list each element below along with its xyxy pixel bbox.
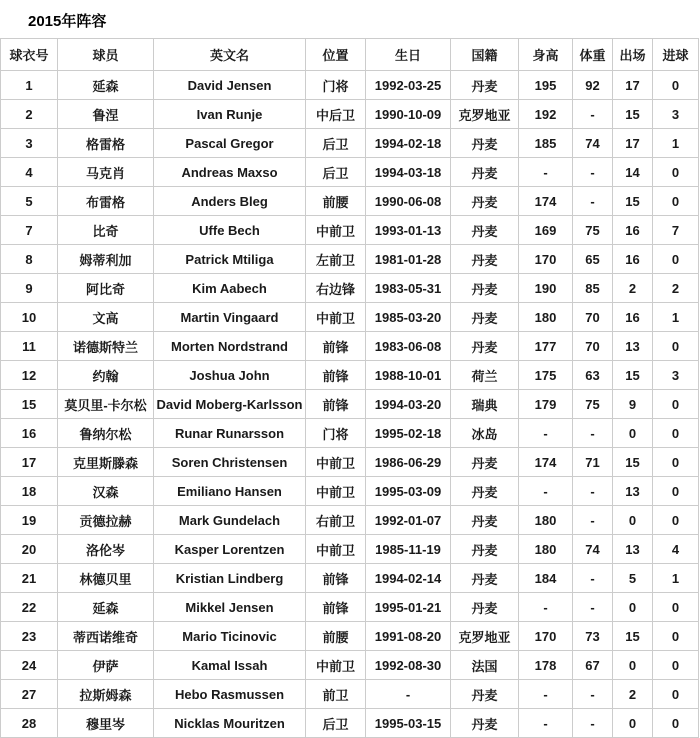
- column-header-position: 位置: [306, 39, 366, 71]
- column-header-number: 球衣号: [1, 39, 58, 71]
- cell-name-cn: 穆里岑: [58, 709, 154, 738]
- table-row: [1, 245, 699, 274]
- cell-appearances: 13: [613, 477, 653, 506]
- cell-appearances: 14: [613, 158, 653, 187]
- table-row: [1, 71, 699, 100]
- cell-weight: -: [573, 564, 613, 593]
- cell-birthday: 1992-08-30: [366, 651, 451, 680]
- cell-name-cn: 鲁涅: [58, 100, 154, 129]
- cell-appearances: 0: [613, 709, 653, 738]
- cell-position: 后卫: [306, 709, 366, 738]
- cell-nationality: 丹麦: [451, 477, 519, 506]
- cell-appearances: 17: [613, 71, 653, 100]
- cell-birthday: 1988-10-01: [366, 361, 451, 390]
- cell-number: 8: [1, 245, 58, 274]
- cell-nationality: 丹麦: [451, 158, 519, 187]
- cell-appearances: 16: [613, 303, 653, 332]
- cell-nationality: 丹麦: [451, 332, 519, 361]
- cell-name-en: Nicklas Mouritzen: [154, 709, 306, 738]
- table-row: [1, 448, 699, 477]
- cell-birthday: 1990-06-08: [366, 187, 451, 216]
- cell-birthday: 1990-10-09: [366, 100, 451, 129]
- cell-name-en: Uffe Bech: [154, 216, 306, 245]
- cell-number: 5: [1, 187, 58, 216]
- table-row: [1, 129, 699, 158]
- cell-number: 23: [1, 622, 58, 651]
- cell-number: 18: [1, 477, 58, 506]
- cell-weight: 65: [573, 245, 613, 274]
- cell-weight: -: [573, 187, 613, 216]
- cell-position: 前卫: [306, 680, 366, 709]
- cell-weight: 75: [573, 216, 613, 245]
- cell-nationality: 丹麦: [451, 245, 519, 274]
- cell-nationality: 瑞典: [451, 390, 519, 419]
- cell-appearances: 15: [613, 361, 653, 390]
- cell-height: 178: [519, 651, 573, 680]
- cell-number: 10: [1, 303, 58, 332]
- cell-nationality: 丹麦: [451, 709, 519, 738]
- cell-position: 中前卫: [306, 216, 366, 245]
- cell-goals: 1: [653, 129, 699, 158]
- cell-birthday: 1994-03-20: [366, 390, 451, 419]
- cell-name-cn: 延森: [58, 71, 154, 100]
- cell-weight: -: [573, 477, 613, 506]
- cell-appearances: 15: [613, 448, 653, 477]
- cell-name-cn: 拉斯姆森: [58, 680, 154, 709]
- cell-nationality: 丹麦: [451, 129, 519, 158]
- cell-weight: 75: [573, 390, 613, 419]
- cell-goals: 0: [653, 187, 699, 216]
- cell-name-cn: 延森: [58, 593, 154, 622]
- cell-name-en: Mikkel Jensen: [154, 593, 306, 622]
- cell-name-cn: 贡德拉赫: [58, 506, 154, 535]
- page-title: 2015年阵容: [28, 13, 107, 30]
- cell-position: 后卫: [306, 129, 366, 158]
- cell-name-cn: 约翰: [58, 361, 154, 390]
- cell-name-cn: 比奇: [58, 216, 154, 245]
- table-row: [1, 303, 699, 332]
- cell-birthday: 1992-03-25: [366, 71, 451, 100]
- table-row: [1, 680, 699, 709]
- cell-appearances: 17: [613, 129, 653, 158]
- cell-appearances: 5: [613, 564, 653, 593]
- cell-birthday: 1995-01-21: [366, 593, 451, 622]
- table-row: [1, 158, 699, 187]
- cell-weight: 71: [573, 448, 613, 477]
- cell-name-en: Joshua John: [154, 361, 306, 390]
- cell-goals: 4: [653, 535, 699, 564]
- cell-position: 中后卫: [306, 100, 366, 129]
- cell-nationality: 丹麦: [451, 564, 519, 593]
- cell-weight: 70: [573, 303, 613, 332]
- cell-goals: 3: [653, 100, 699, 129]
- cell-weight: 74: [573, 129, 613, 158]
- table-row: [1, 332, 699, 361]
- table-row: [1, 506, 699, 535]
- cell-birthday: 1994-03-18: [366, 158, 451, 187]
- cell-goals: 0: [653, 477, 699, 506]
- cell-nationality: 丹麦: [451, 216, 519, 245]
- cell-nationality: 法国: [451, 651, 519, 680]
- cell-number: 19: [1, 506, 58, 535]
- cell-weight: 92: [573, 71, 613, 100]
- cell-name-cn: 诺德斯特兰: [58, 332, 154, 361]
- cell-height: 170: [519, 245, 573, 274]
- squad-table: [0, 38, 699, 738]
- cell-position: 中前卫: [306, 651, 366, 680]
- table-row: [1, 419, 699, 448]
- cell-appearances: 16: [613, 245, 653, 274]
- cell-name-en: Runar Runarsson: [154, 419, 306, 448]
- cell-goals: 0: [653, 419, 699, 448]
- table-row: [1, 477, 699, 506]
- cell-number: 1: [1, 71, 58, 100]
- cell-number: 21: [1, 564, 58, 593]
- cell-name-en: Kim Aabech: [154, 274, 306, 303]
- cell-goals: 0: [653, 651, 699, 680]
- cell-position: 前腰: [306, 187, 366, 216]
- cell-appearances: 2: [613, 274, 653, 303]
- cell-height: 192: [519, 100, 573, 129]
- cell-number: 27: [1, 680, 58, 709]
- cell-height: 180: [519, 303, 573, 332]
- cell-appearances: 13: [613, 332, 653, 361]
- cell-goals: 0: [653, 158, 699, 187]
- cell-weight: -: [573, 158, 613, 187]
- column-header-birthday: 生日: [366, 39, 451, 71]
- cell-height: -: [519, 680, 573, 709]
- cell-goals: 0: [653, 245, 699, 274]
- table-row: [1, 622, 699, 651]
- cell-appearances: 0: [613, 506, 653, 535]
- cell-nationality: 克罗地亚: [451, 100, 519, 129]
- cell-name-cn: 莫贝里-卡尔松: [58, 390, 154, 419]
- cell-number: 24: [1, 651, 58, 680]
- cell-goals: 1: [653, 303, 699, 332]
- cell-position: 右前卫: [306, 506, 366, 535]
- cell-nationality: 丹麦: [451, 187, 519, 216]
- cell-height: 169: [519, 216, 573, 245]
- cell-goals: 0: [653, 709, 699, 738]
- cell-nationality: 丹麦: [451, 448, 519, 477]
- table-row: [1, 100, 699, 129]
- cell-nationality: 丹麦: [451, 593, 519, 622]
- cell-goals: 0: [653, 71, 699, 100]
- cell-height: 195: [519, 71, 573, 100]
- cell-nationality: 克罗地亚: [451, 622, 519, 651]
- cell-position: 前锋: [306, 332, 366, 361]
- cell-appearances: 13: [613, 535, 653, 564]
- cell-goals: 0: [653, 593, 699, 622]
- cell-number: 15: [1, 390, 58, 419]
- cell-birthday: 1993-01-13: [366, 216, 451, 245]
- cell-name-en: Martin Vingaard: [154, 303, 306, 332]
- cell-birthday: 1995-02-18: [366, 419, 451, 448]
- cell-weight: 67: [573, 651, 613, 680]
- cell-appearances: 15: [613, 100, 653, 129]
- cell-birthday: 1995-03-15: [366, 709, 451, 738]
- cell-position: 前锋: [306, 564, 366, 593]
- cell-name-cn: 林德贝里: [58, 564, 154, 593]
- cell-appearances: 16: [613, 216, 653, 245]
- cell-name-cn: 汉森: [58, 477, 154, 506]
- cell-appearances: 15: [613, 187, 653, 216]
- cell-goals: 0: [653, 332, 699, 361]
- column-header-goals: 进球: [653, 39, 699, 71]
- cell-weight: 73: [573, 622, 613, 651]
- table-row: [1, 564, 699, 593]
- cell-height: 180: [519, 535, 573, 564]
- cell-appearances: 9: [613, 390, 653, 419]
- cell-position: 中前卫: [306, 477, 366, 506]
- cell-nationality: 荷兰: [451, 361, 519, 390]
- cell-height: 170: [519, 622, 573, 651]
- cell-name-cn: 克里斯滕森: [58, 448, 154, 477]
- cell-birthday: 1983-05-31: [366, 274, 451, 303]
- cell-number: 4: [1, 158, 58, 187]
- cell-number: 9: [1, 274, 58, 303]
- cell-number: 2: [1, 100, 58, 129]
- cell-name-cn: 格雷格: [58, 129, 154, 158]
- cell-position: 中前卫: [306, 448, 366, 477]
- cell-goals: 0: [653, 506, 699, 535]
- cell-position: 左前卫: [306, 245, 366, 274]
- cell-weight: -: [573, 593, 613, 622]
- cell-weight: -: [573, 419, 613, 448]
- cell-name-en: Morten Nordstrand: [154, 332, 306, 361]
- table-row: [1, 709, 699, 738]
- cell-birthday: 1992-01-07: [366, 506, 451, 535]
- cell-appearances: 0: [613, 419, 653, 448]
- cell-position: 中前卫: [306, 303, 366, 332]
- table-row: [1, 535, 699, 564]
- squad-table-body: [1, 71, 699, 738]
- cell-goals: 0: [653, 680, 699, 709]
- cell-name-cn: 阿比奇: [58, 274, 154, 303]
- cell-weight: 85: [573, 274, 613, 303]
- cell-goals: 3: [653, 361, 699, 390]
- cell-height: 185: [519, 129, 573, 158]
- cell-height: -: [519, 709, 573, 738]
- cell-birthday: 1983-06-08: [366, 332, 451, 361]
- cell-nationality: 丹麦: [451, 71, 519, 100]
- cell-nationality: 冰岛: [451, 419, 519, 448]
- table-row: [1, 187, 699, 216]
- cell-position: 门将: [306, 419, 366, 448]
- cell-goals: 0: [653, 622, 699, 651]
- header-row: [1, 39, 699, 71]
- cell-height: 190: [519, 274, 573, 303]
- cell-name-cn: 姆蒂利加: [58, 245, 154, 274]
- cell-name-en: David Jensen: [154, 71, 306, 100]
- cell-nationality: 丹麦: [451, 506, 519, 535]
- cell-weight: 63: [573, 361, 613, 390]
- cell-height: -: [519, 158, 573, 187]
- cell-goals: 1: [653, 564, 699, 593]
- table-row: [1, 274, 699, 303]
- cell-birthday: 1991-08-20: [366, 622, 451, 651]
- column-header-name-cn: 球员: [58, 39, 154, 71]
- cell-nationality: 丹麦: [451, 274, 519, 303]
- cell-nationality: 丹麦: [451, 535, 519, 564]
- cell-name-en: David Moberg-Karlsson: [154, 390, 306, 419]
- cell-height: 177: [519, 332, 573, 361]
- cell-name-en: Andreas Maxso: [154, 158, 306, 187]
- cell-height: -: [519, 477, 573, 506]
- cell-name-cn: 鲁纳尔松: [58, 419, 154, 448]
- cell-goals: 0: [653, 448, 699, 477]
- cell-height: 184: [519, 564, 573, 593]
- cell-appearances: 0: [613, 651, 653, 680]
- cell-birthday: 1994-02-18: [366, 129, 451, 158]
- cell-weight: -: [573, 100, 613, 129]
- column-header-appearances: 出场: [613, 39, 653, 71]
- cell-height: 174: [519, 448, 573, 477]
- cell-name-en: Ivan Runje: [154, 100, 306, 129]
- cell-name-en: Mario Ticinovic: [154, 622, 306, 651]
- cell-birthday: 1985-11-19: [366, 535, 451, 564]
- table-row: [1, 390, 699, 419]
- cell-number: 3: [1, 129, 58, 158]
- cell-goals: 0: [653, 390, 699, 419]
- cell-weight: -: [573, 680, 613, 709]
- cell-name-en: Pascal Gregor: [154, 129, 306, 158]
- cell-birthday: 1981-01-28: [366, 245, 451, 274]
- cell-height: -: [519, 593, 573, 622]
- cell-height: 179: [519, 390, 573, 419]
- cell-position: 前锋: [306, 593, 366, 622]
- cell-number: 11: [1, 332, 58, 361]
- cell-position: 前锋: [306, 361, 366, 390]
- cell-birthday: 1994-02-14: [366, 564, 451, 593]
- cell-height: 175: [519, 361, 573, 390]
- cell-position: 后卫: [306, 158, 366, 187]
- cell-position: 门将: [306, 71, 366, 100]
- cell-name-en: Soren Christensen: [154, 448, 306, 477]
- cell-name-en: Kasper Lorentzen: [154, 535, 306, 564]
- cell-height: 180: [519, 506, 573, 535]
- cell-height: 174: [519, 187, 573, 216]
- cell-weight: 70: [573, 332, 613, 361]
- cell-goals: 2: [653, 274, 699, 303]
- cell-height: -: [519, 419, 573, 448]
- cell-name-cn: 洛伦岑: [58, 535, 154, 564]
- cell-birthday: 1995-03-09: [366, 477, 451, 506]
- cell-name-en: Kristian Lindberg: [154, 564, 306, 593]
- cell-name-en: Mark Gundelach: [154, 506, 306, 535]
- table-row: [1, 651, 699, 680]
- cell-birthday: 1985-03-20: [366, 303, 451, 332]
- cell-name-cn: 文高: [58, 303, 154, 332]
- cell-number: 12: [1, 361, 58, 390]
- cell-name-en: Hebo Rasmussen: [154, 680, 306, 709]
- cell-name-en: Anders Bleg: [154, 187, 306, 216]
- table-row: [1, 361, 699, 390]
- cell-birthday: 1986-06-29: [366, 448, 451, 477]
- cell-name-en: Kamal Issah: [154, 651, 306, 680]
- cell-number: 7: [1, 216, 58, 245]
- column-header-nationality: 国籍: [451, 39, 519, 71]
- cell-position: 中前卫: [306, 535, 366, 564]
- cell-name-en: Patrick Mtiliga: [154, 245, 306, 274]
- cell-position: 前腰: [306, 622, 366, 651]
- cell-name-cn: 伊萨: [58, 651, 154, 680]
- cell-name-cn: 布雷格: [58, 187, 154, 216]
- cell-birthday: -: [366, 680, 451, 709]
- cell-appearances: 15: [613, 622, 653, 651]
- cell-position: 前锋: [306, 390, 366, 419]
- cell-nationality: 丹麦: [451, 303, 519, 332]
- cell-appearances: 2: [613, 680, 653, 709]
- cell-number: 22: [1, 593, 58, 622]
- cell-name-cn: 马克肖: [58, 158, 154, 187]
- cell-nationality: 丹麦: [451, 680, 519, 709]
- column-header-name-en: 英文名: [154, 39, 306, 71]
- cell-weight: -: [573, 506, 613, 535]
- cell-weight: -: [573, 709, 613, 738]
- cell-weight: 74: [573, 535, 613, 564]
- table-row: [1, 593, 699, 622]
- column-header-height: 身高: [519, 39, 573, 71]
- cell-goals: 7: [653, 216, 699, 245]
- cell-number: 28: [1, 709, 58, 738]
- table-row: [1, 216, 699, 245]
- cell-number: 16: [1, 419, 58, 448]
- cell-name-en: Emiliano Hansen: [154, 477, 306, 506]
- cell-number: 20: [1, 535, 58, 564]
- column-header-weight: 体重: [573, 39, 613, 71]
- cell-appearances: 0: [613, 593, 653, 622]
- cell-name-cn: 蒂西诺维奇: [58, 622, 154, 651]
- cell-number: 17: [1, 448, 58, 477]
- cell-position: 右边锋: [306, 274, 366, 303]
